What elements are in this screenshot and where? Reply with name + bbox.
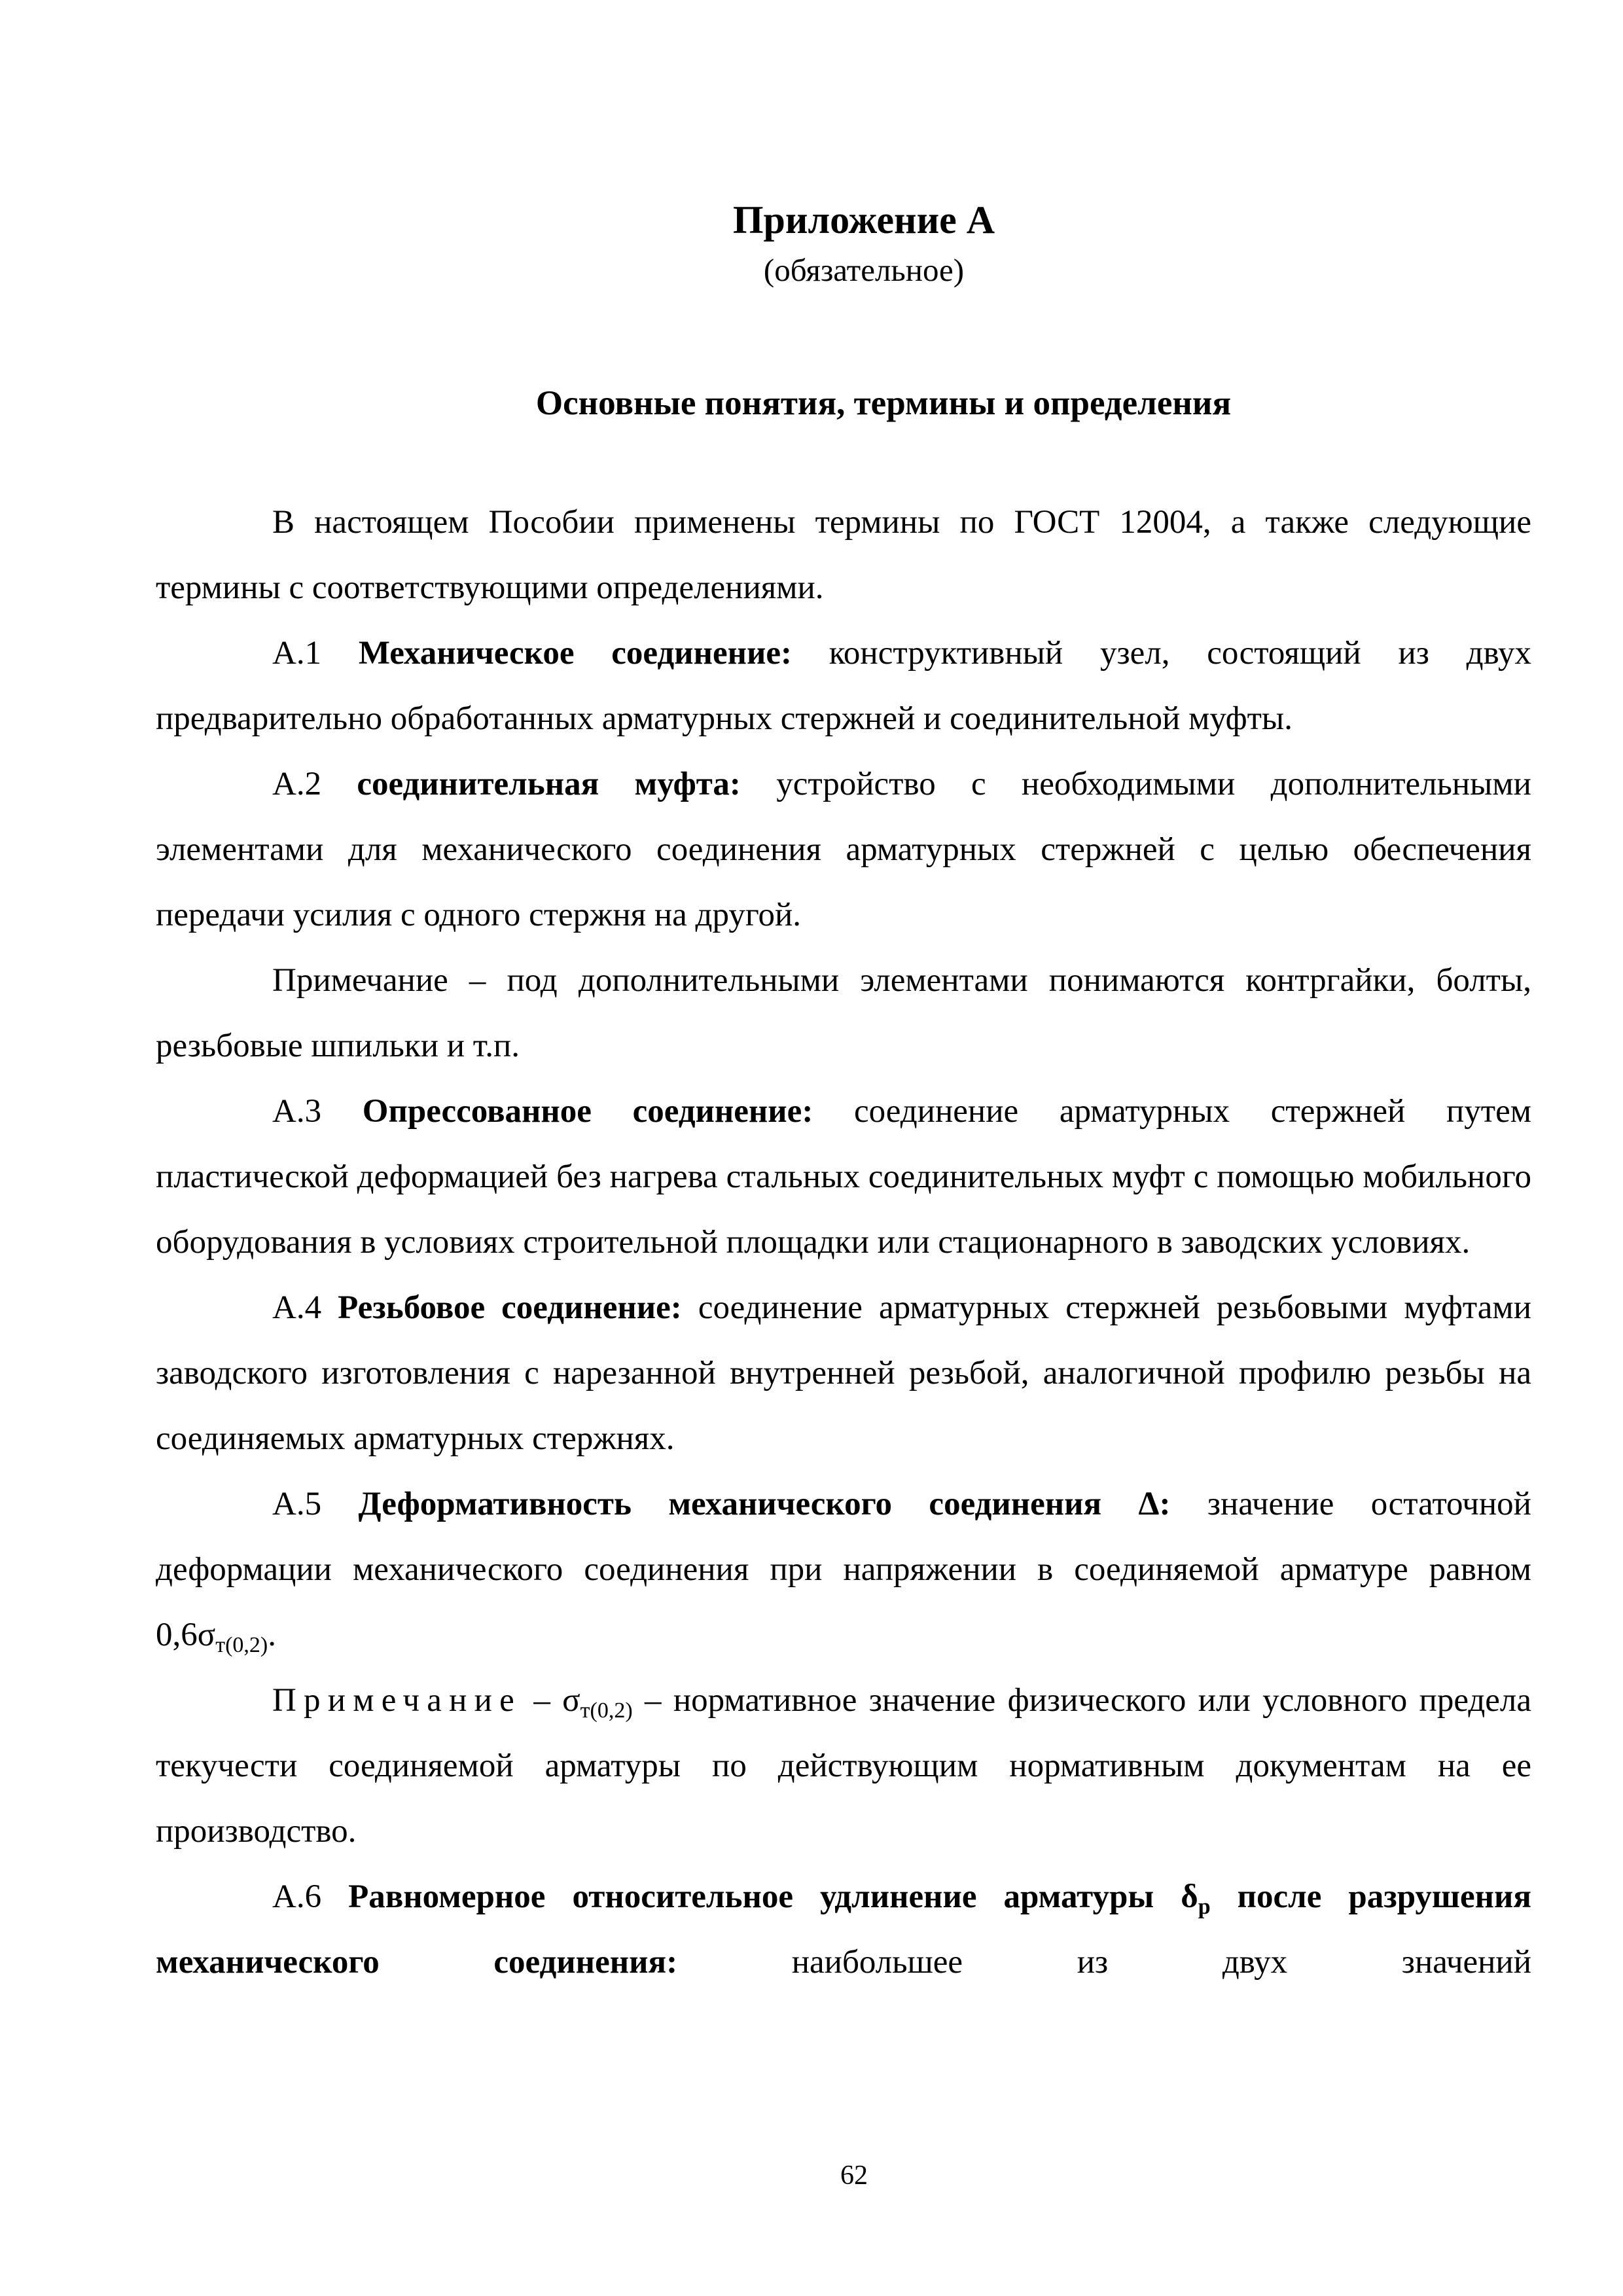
note2-dash: – σ <box>521 1682 580 1719</box>
definition-a1 <box>156 620 1531 751</box>
a5-text: значение остаточной деформации механического соединения при напряжении в соединяемой арматуре равном 0,6σ <box>156 1486 1531 1653</box>
a5-term: Деформативность механического соединения Δ: <box>358 1486 1171 1522</box>
a3-number: А.3 <box>272 1093 363 1130</box>
a3-text: соединение арматурных стержней путем пластической деформацией без нагрева стальных соединительных муфт с помощью мобильного оборудования в условиях строительной площадки или стационарного в заводских условиях. <box>156 1093 1531 1261</box>
appendix-title: Приложение А <box>732 198 995 242</box>
a1-text: конструктивный узел, состоящий из двух предварительно обработанных арматурных стержней и соединительной муфты. <box>156 635 1531 737</box>
note-2 <box>156 1668 1531 1864</box>
note-1: Примечание – под дополнительными элементами понимаются контргайки, болты, резьбовые шпильки и т.п. <box>156 962 1531 1064</box>
note2-subscript: т(0,2) <box>580 1698 633 1723</box>
a2-text: устройство с необходимыми дополнительными элементами для механического соединения арматурных стержней с целью обеспечения передачи усилия с одного стержня на другой. <box>156 766 1531 933</box>
a4-term: Резьбовое соединение: <box>338 1289 682 1326</box>
definition-a5 <box>156 1471 1531 1668</box>
a6-number: А.6 <box>272 1878 349 1915</box>
section-title: Основные понятия, термины и определения <box>535 384 1232 422</box>
a6-text: наибольшее из двух значений <box>677 1944 1531 1981</box>
a4-text: соединение арматурных стержней резьбовыми муфтами заводского изготовления с нарезанной внутренней резьбой, аналогичной профилю резьбы на соединяемых арматурных стержнях. <box>156 1289 1531 1457</box>
page-number: 62 <box>840 2161 868 2191</box>
note2-text: – нормативное значение физического или условного предела текучести соединяемой арматуры по действующим нормативным документам на ее производство. <box>156 1682 1531 1850</box>
definition-a2 <box>156 751 1531 948</box>
intro-paragraph: В настоящем Пособии применены термины по ГОСТ 12004, а также следующие термины с соответствующими определениями. <box>156 504 1531 606</box>
a4-number: А.4 <box>272 1289 338 1326</box>
a2-term: соединительная муфта: <box>357 766 741 802</box>
a6-term-part2: после разрушения механического соединения: <box>156 1878 1531 1981</box>
a1-number: А.1 <box>272 635 359 672</box>
definition-a6 <box>156 1864 1531 1995</box>
body-text <box>156 490 1531 1995</box>
definition-a4 <box>156 1275 1531 1471</box>
a1-term: Механическое соединение: <box>358 635 792 672</box>
a6-term-subscript: р <box>1198 1895 1211 1919</box>
appendix-subtitle: (обязательное) <box>763 252 965 288</box>
a3-term: Опрессованное соединение: <box>362 1093 813 1130</box>
a5-subscript: т(0,2) <box>215 1633 268 1657</box>
a5-end: . <box>268 1617 277 1653</box>
a6-term-part1: Равномерное относительное удлинение арматуры δ <box>348 1878 1198 1915</box>
a5-number: А.5 <box>272 1486 359 1522</box>
definition-a3 <box>156 1079 1531 1275</box>
a2-number: А.2 <box>272 766 357 802</box>
note2-label: Примечание <box>272 1682 522 1719</box>
